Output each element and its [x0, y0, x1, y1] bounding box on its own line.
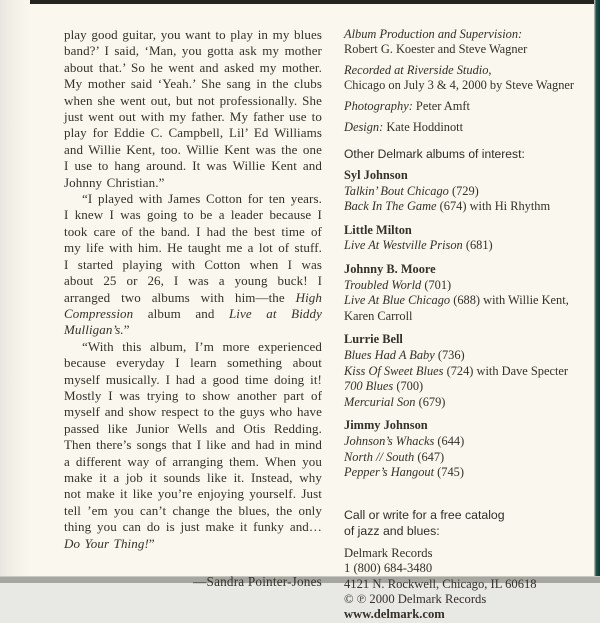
contact-line: © ℗ 2000 Delmark Records — [344, 591, 487, 606]
artist-block — [344, 418, 576, 480]
album-line: 700 Blues (700) — [344, 379, 424, 394]
scan-edge-top — [30, 0, 600, 4]
album-line: Live At Westville Prison (681) — [344, 238, 493, 253]
artist-name: Syl Johnson — [344, 168, 408, 182]
album-line: Johnson’s Whacks (644) — [344, 433, 465, 448]
contact-info — [344, 546, 576, 608]
page-content — [64, 27, 576, 622]
album-line: Live At Blue Chicago (688) with Willie Kent, Karen Carroll — [344, 293, 569, 323]
artist-name: Lurrie Bell — [344, 332, 403, 347]
artist-name: Little Milton — [344, 222, 412, 237]
liner-paragraph: “With this album, I’m more experienced because everyday I learn something about myself musically. I had a good time doing it! Mostly I was trying to show another part of myself and show respect to the guys who have passed like Junior Wells and Otis Redding. Then there’s songs that I like and had in mind a different way of arranging them. When you make it a job it sounds like it. Instead, why not make it like you’re enjoying yourself. Just tell ’em you can’t change the blues, the only thing you can do is just make it funky and…Do Your Thing!” — [64, 338, 322, 551]
artist-name: Jimmy Johnson — [344, 418, 428, 433]
albums-heading: Other Delmark albums of interest: — [344, 147, 525, 161]
catalog-note-line: Call or write for a free catalog — [344, 507, 505, 522]
credit-entry: Album Production and Supervision: Robert G. Koester and Steve Wagner — [344, 27, 528, 56]
liner-notes-column — [64, 27, 322, 589]
website-url: www.delmark.com — [344, 607, 445, 622]
album-line: Troubled World (701) — [344, 277, 452, 292]
artist-block — [344, 332, 576, 410]
artist-block — [344, 168, 576, 215]
album-line: Blues Had A Baby (736) — [344, 347, 465, 362]
albums-of-interest-list — [344, 168, 576, 481]
contact-line: 4121 N. Rockwell, Chicago, IL 60618 — [344, 576, 537, 591]
album-line: Kiss Of Sweet Blues (724) with Dave Specter — [344, 363, 569, 378]
album-line: Talkin’ Bout Chicago (729) — [344, 183, 479, 198]
artist-block — [344, 223, 576, 254]
credits-column — [344, 27, 576, 622]
byline: —Sandra Pointer-Jones — [193, 574, 322, 589]
artist-name: Johnny B. Moore — [344, 261, 436, 276]
credit-entry: Photography: Peter Amft — [344, 99, 470, 113]
credit-entry: Recorded at Riverside Studio, Chicago on July 3 & 4, 2000 by Steve Wagner — [344, 63, 575, 92]
credit-entry: Design: Kate Hoddinott — [344, 120, 464, 134]
contact-line: 1 (800) 684-3480 — [344, 561, 433, 576]
album-line: North // South (647) — [344, 449, 445, 464]
album-line: Pepper’s Hangout (745) — [344, 465, 464, 480]
artist-block — [344, 262, 576, 324]
liner-paragraph: “I played with James Cotton for ten years. I knew I was going to be a leader because I took care of the band. I had the best time of my life with him. He taught me a lot of stuff. I started playing with Cotton when I was about 25 or 26, I was a young buck! I arranged two albums with him—the High Compression album and Live at Biddy Mulligan’s.” — [64, 191, 322, 338]
scan-edge-right — [594, 0, 600, 583]
catalog-note — [344, 507, 576, 539]
production-credits — [344, 27, 576, 135]
liner-notes-text — [64, 27, 322, 552]
liner-paragraph: play good guitar, you want to play in my blues band?’ I said, ‘Man, you gotta ask my mother about that.’ So he went and asked my mother. My mother said ‘Yeah.’ She sang in the clubs when she went out, but not professionally. She just went out with my father. My father use to play for Eddie C. Campbell, Lil’ Ed Williams and Willie Kent, too. Willie Kent was the one I use to hang around. It was Willie Kent and Johnny Christian.” — [64, 27, 322, 190]
album-line: Mercurial Son (679) — [344, 394, 446, 409]
album-line: Back In The Game (674) with Hi Rhythm — [344, 199, 551, 214]
catalog-note-line: of jazz and blues: — [344, 523, 440, 538]
contact-line: Delmark Records — [344, 545, 433, 560]
